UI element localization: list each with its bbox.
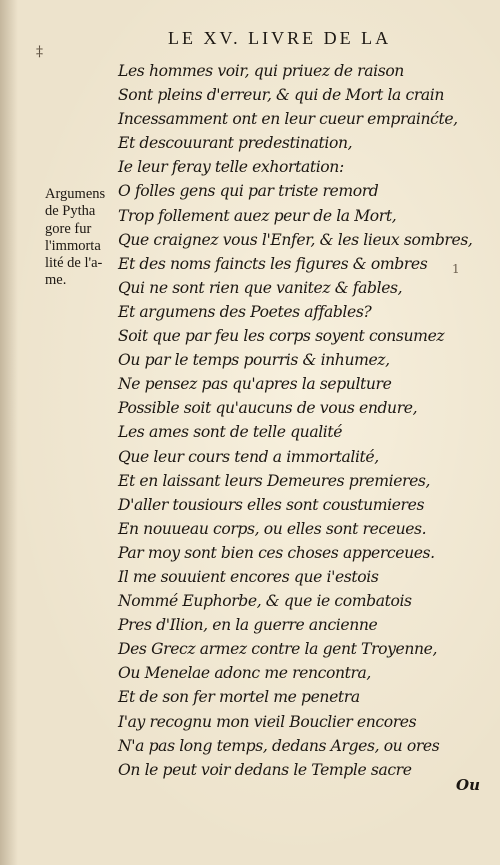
- verse-line: Incessamment ont en leur cueur emprainćte,: [118, 110, 458, 129]
- verse-line: Soit que par feu les corps soyent consumez: [118, 327, 445, 346]
- catchword: Ou: [456, 776, 480, 794]
- margin-mark: 1: [452, 262, 460, 276]
- marginal-note-line: l'immorta: [45, 237, 101, 254]
- verse-line: Qui ne sont rien que vanitez & fables,: [118, 278, 403, 297]
- verse-line: Nommé Euphorbe, & que ie combatois: [118, 592, 412, 611]
- verse-line: Possible soit qu'aucuns de vous endure,: [118, 399, 418, 418]
- marginal-note: [45, 186, 121, 290]
- verse-line: Des Grecz armez contre la gent Troyenne,: [118, 640, 438, 659]
- verse-line: Trop follement auez peur de la Mort,: [118, 206, 397, 225]
- verse-line: Que craignez vous l'Enfer, & les lieux sombres,: [118, 230, 473, 249]
- verse-line: Les ames sont de telle qualité: [118, 423, 343, 442]
- marginal-note-line: lité de l'a-: [45, 255, 103, 272]
- verse-line: En nouueau corps, ou elles sont receues.: [118, 519, 427, 538]
- verse-line: Par moy sont bien ces choses apperceues.: [118, 543, 435, 562]
- verse-line: O folles gens qui par triste remord: [118, 182, 379, 201]
- verse-line: Sont pleins d'erreur, & qui de Mort la crain: [118, 86, 445, 105]
- verse-line: N'a pas long temps, dedans Arges, ou ores: [118, 736, 440, 755]
- verse-line: Ne pensez pas qu'apres la sepulture: [118, 375, 392, 394]
- verse-body: [118, 59, 490, 782]
- verse-line: D'aller tousiours elles sont coustumieres: [118, 495, 425, 514]
- verse-line: Et descouurant predestination,: [118, 134, 353, 153]
- marginal-note-line: de Pytha: [45, 203, 96, 220]
- marginal-note-line: Argumens: [45, 186, 106, 202]
- verse-line: Ou par le temps pourris & inhumez,: [118, 351, 390, 370]
- binding-shadow: [0, 0, 18, 865]
- verse-line: Et des noms faincts les figures & ombres: [118, 254, 428, 273]
- verse-line: Ou Menelae adonc me rencontra,: [118, 664, 371, 683]
- verse-line: Ie leur feray telle exhortation:: [118, 158, 344, 177]
- ornament-mark: ‡: [36, 44, 43, 60]
- marginal-note-line: gore fur: [45, 220, 92, 237]
- verse-line: Et de son fer mortel me penetra: [118, 688, 360, 707]
- verse-line: Que leur cours tend a immortalité,: [118, 447, 379, 466]
- verse-line: Il me souuient encores que i'estois: [118, 567, 379, 586]
- marginal-note-line: me.: [45, 272, 67, 289]
- verse-line: I'ay recognu mon vieil Bouclier encores: [118, 712, 417, 731]
- running-head: LE XV. LIVRE DE LA: [168, 28, 392, 48]
- verse-line: On le peut voir dedans le Temple sacre: [118, 760, 412, 779]
- verse-line: Pres d'Ilion, en la guerre ancienne: [118, 616, 378, 635]
- verse-line: Les hommes voir, qui priuez de raison: [118, 62, 404, 80]
- verse-line: Et argumens des Poetes affables?: [118, 302, 372, 321]
- verse-line: Et en laissant leurs Demeures premieres,: [118, 471, 431, 490]
